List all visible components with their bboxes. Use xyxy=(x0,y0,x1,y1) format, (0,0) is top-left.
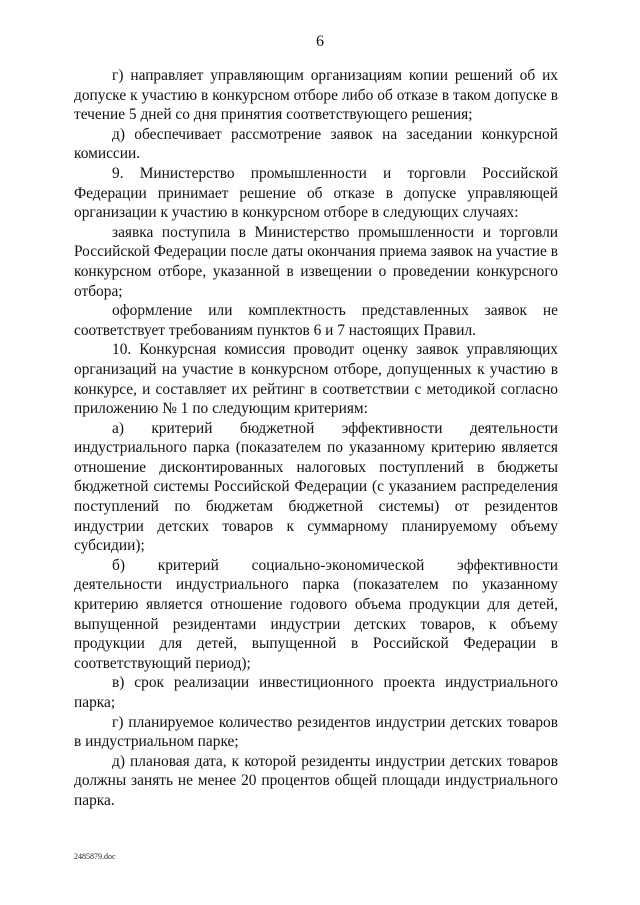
paragraph-9-case-1: заявка поступила в Министерство промышленности и торговли Российской Федерации после даты окончания приема заявок на участие в конкурсном отборе, указанной в извещении о проведении конкурсного отбора; xyxy=(74,223,558,300)
paragraph-3g: г) направляет управляющим организациям копии решений об их допуске к участию в конкурсном отборе либо об отказе в таком допуске в течение 5 дней со дня принятия соответствующего решения; xyxy=(74,67,558,124)
criterion-b: б) критерий социально-экономической эффективности деятельности индустриального парка (показателем по указанному критерию является отношение годового объема продукции для детей, выпущенной резидентами индустрии детских товаров, к объему продукции для детей, выпущенной в Российской Федерации в соответствующий период); xyxy=(74,556,558,672)
paragraph-10: 10. Конкурсная комиссия проводит оценку заявок управляющих организаций на участие в конкурсном отборе, допущенных к участию в конкурсе, и составляет их рейтинг в соответствии с методикой согласно приложению № 1 по следующим критериям: xyxy=(74,341,558,418)
criterion-g: г) планируемое количество резидентов индустрии детских товаров в индустриальном парке; xyxy=(74,713,558,751)
page-number: 6 xyxy=(316,33,324,50)
document-body xyxy=(74,66,558,811)
criterion-v: в) срок реализации инвестиционного проекта индустриального парка; xyxy=(74,674,558,711)
paragraph-9-case-2: оформление или комплектность представленных заявок не соответствует требованиям пунктов 6 и 7 настоящих Правил. xyxy=(74,302,558,339)
document-code: 2485879.doc xyxy=(74,852,116,861)
criterion-a: а) критерий бюджетной эффективности деятельности индустриального парка (показателем по указанному критерию является отношение дисконтированных налоговых поступлений в бюджеты бюджетной системы Российской Федерации (с указанием распределения поступлений по бюджетам бюджетной системы) от резидентов индустрии детских товаров к суммарному планируемому объему субсидии); xyxy=(74,419,558,555)
paragraph-9: 9. Министерство промышленности и торговли Российской Федерации принимает решение об отказе в допуске управляющей организации к участию в конкурсном отборе в следующих случаях: xyxy=(74,164,558,222)
paragraph-3d: д) обеспечивает рассмотрение заявок на заседании конкурсной комиссии. xyxy=(74,125,558,163)
criterion-d: д) плановая дата, к которой резиденты индустрии детских товаров должны занять не менее 20 процентов общей площади индустриального парка. xyxy=(74,752,558,809)
